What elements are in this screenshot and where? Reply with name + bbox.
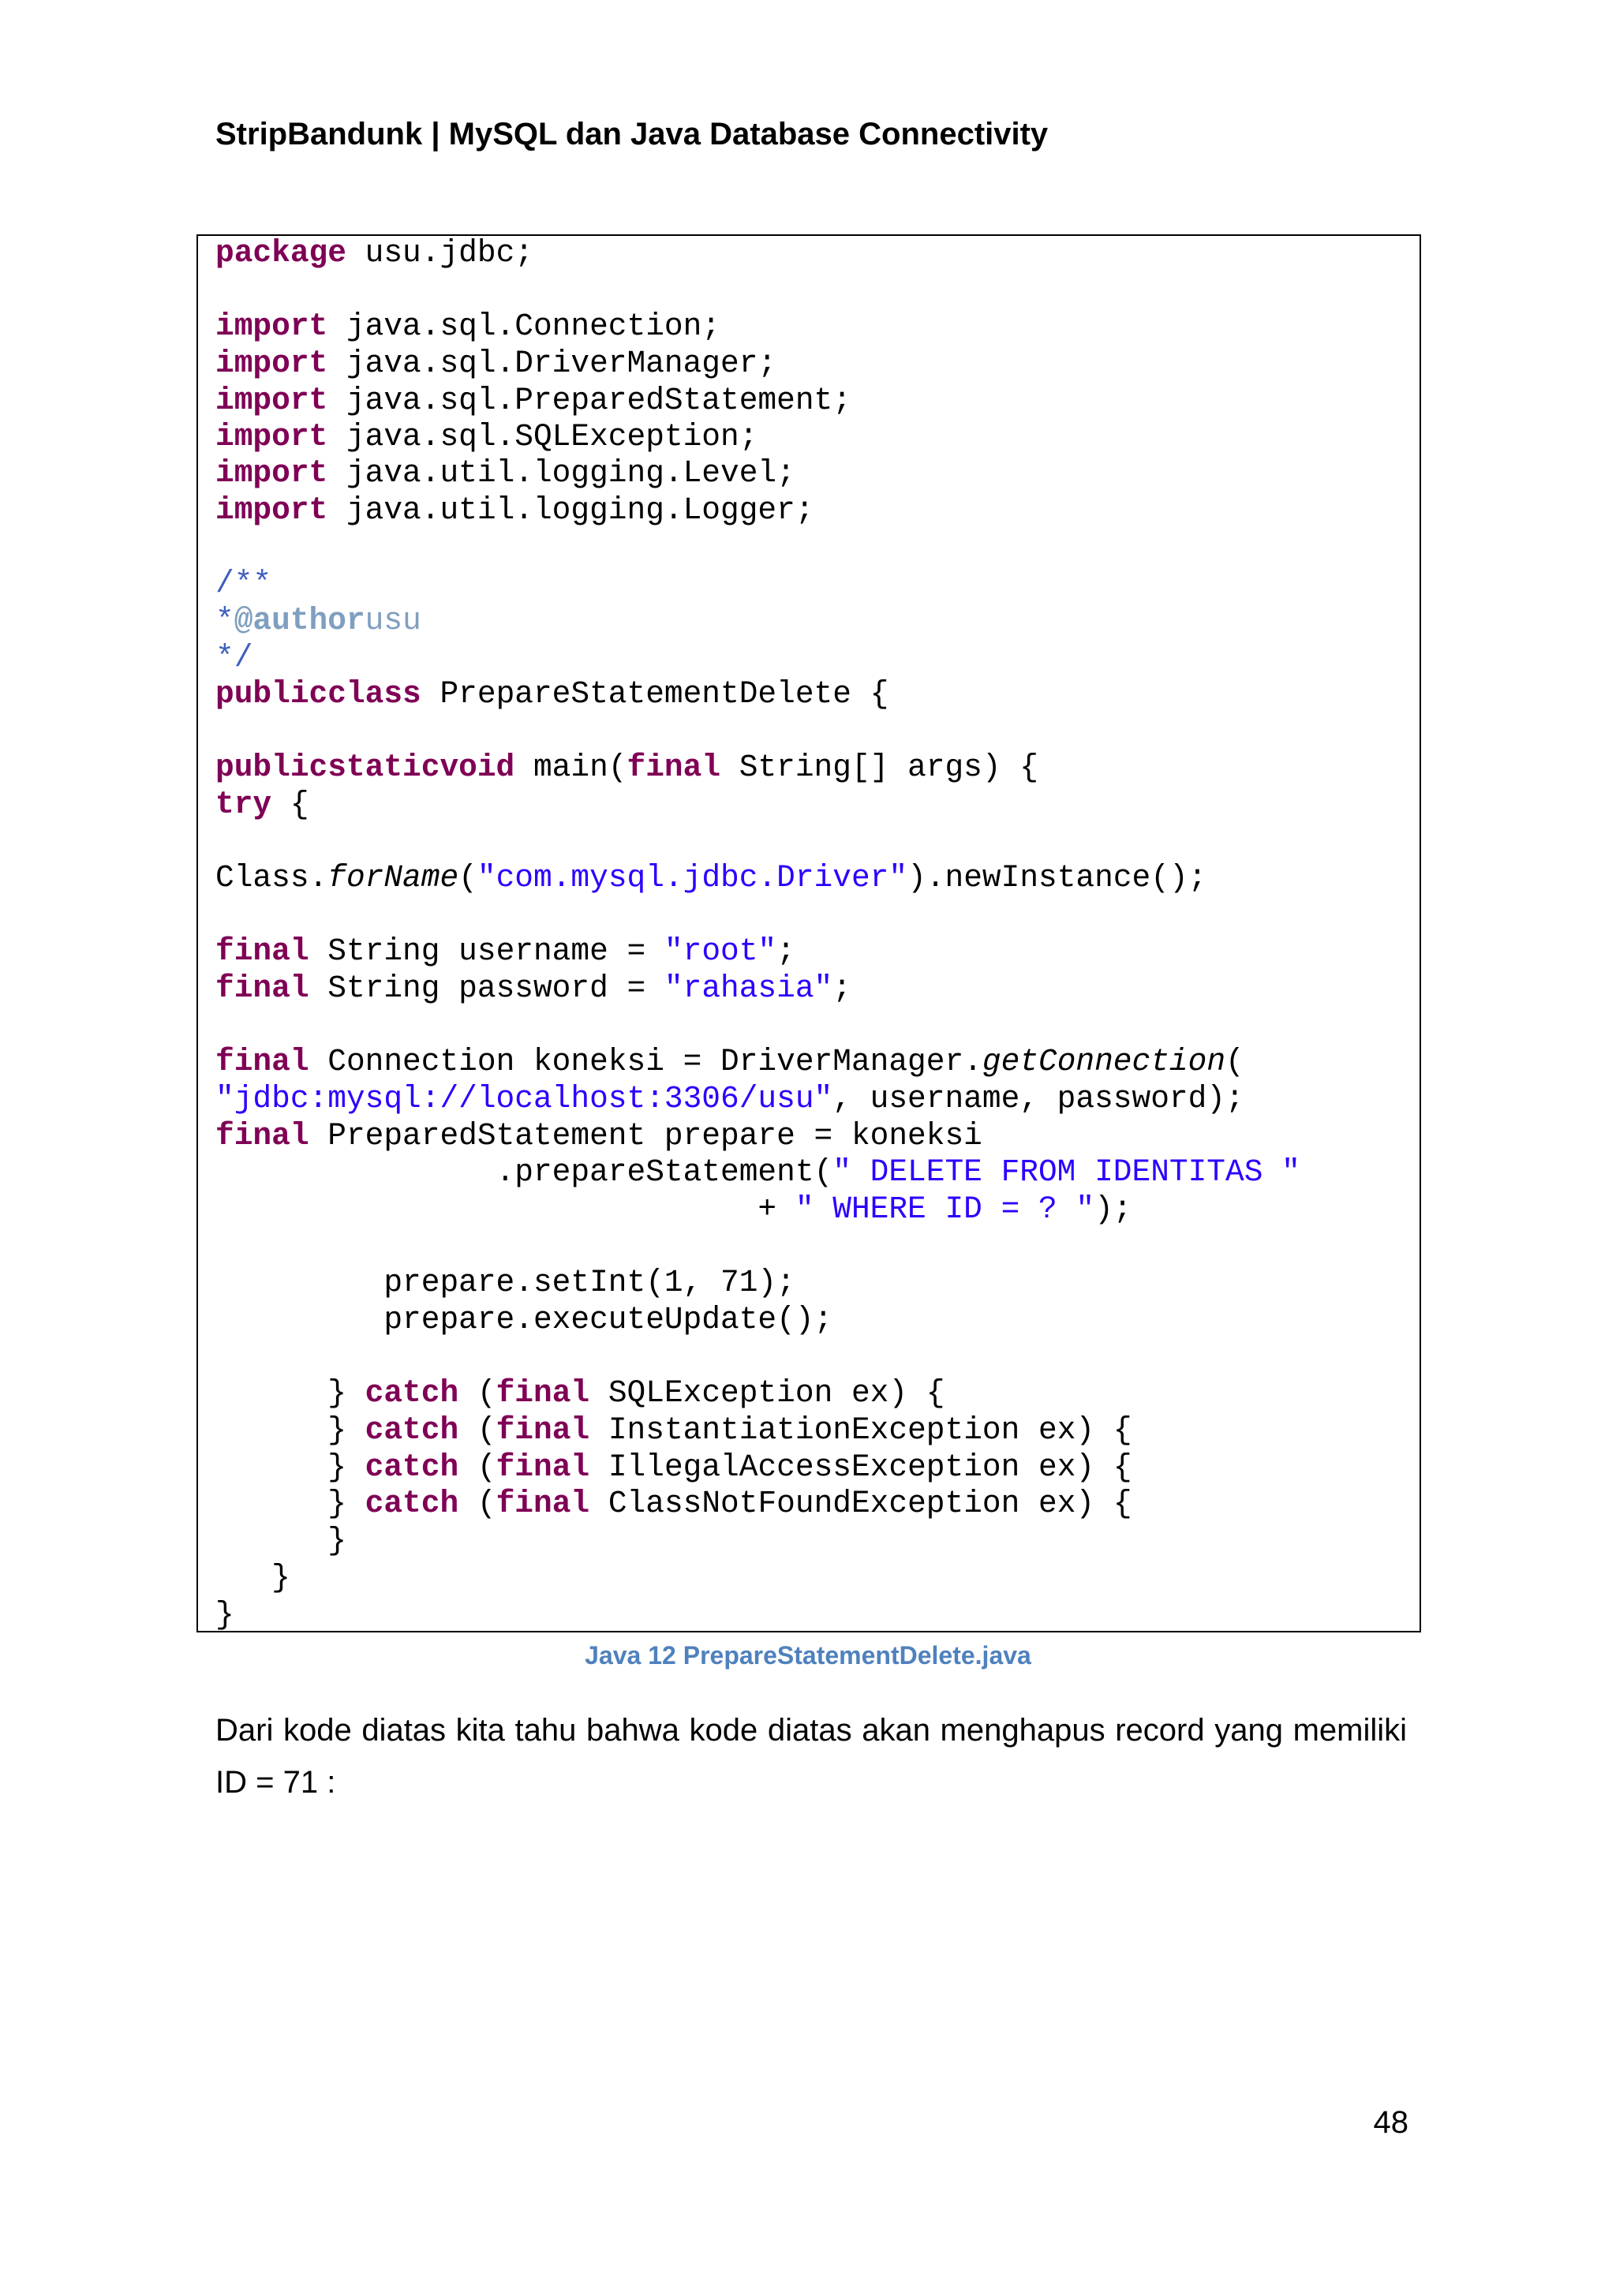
code-line: Class.forName("com.mysql.jdbc.Driver").newInstance(); — [215, 860, 1207, 896]
code-comment: *@authorusu — [215, 603, 421, 638]
code-line: } catch (final IllegalAccessException ex) { — [215, 1449, 1132, 1485]
code-line: publicstaticvoid main(final String[] args) { — [215, 750, 1038, 785]
code-line: } catch (final InstantiationException ex) { — [215, 1412, 1132, 1448]
code-line: final String username = "root"; — [215, 933, 795, 969]
code-comment: /** — [215, 566, 272, 601]
code-caption: Java 12 PrepareStatementDelete.java — [585, 1641, 1031, 1670]
code-line: prepare.executeUpdate(); — [215, 1302, 833, 1337]
code-line: prepare.setInt(1, 71); — [215, 1265, 795, 1300]
code-line: final PreparedStatement prepare = koneksi — [215, 1118, 982, 1154]
code-line: package usu.jdbc; — [215, 235, 533, 271]
code-line: final String password = "rahasia"; — [215, 970, 851, 1006]
code-line: import java.sql.Connection; — [215, 309, 721, 344]
code-line: import java.util.logging.Level; — [215, 455, 795, 491]
code-line: import java.sql.SQLException; — [215, 419, 758, 454]
code-line: import java.sql.PreparedStatement; — [215, 383, 851, 418]
code-line: import java.sql.DriverManager; — [215, 346, 777, 381]
page-header: StripBandunk | MySQL dan Java Database Connectivity — [215, 117, 1049, 151]
code-line: } catch (final ClassNotFoundException ex) { — [215, 1486, 1132, 1521]
code-line: } catch (final SQLException ex) { — [215, 1375, 945, 1411]
code-line: } — [215, 1523, 346, 1558]
body-paragraph: Dari kode diatas kita tahu bahwa kode diatas akan menghapus record yang memiliki ID = 71 : — [215, 1713, 1407, 1800]
code-line: + " WHERE ID = ? "); — [215, 1191, 1132, 1227]
code-line: publicclass PrepareStatementDelete { — [215, 676, 889, 712]
code-line: .prepareStatement(" DELETE FROM IDENTITAS " — [215, 1154, 1300, 1190]
code-line: try { — [215, 787, 309, 822]
code-line: "jdbc:mysql://localhost:3306/usu", username, password); — [215, 1081, 1244, 1116]
code-line: final Connection koneksi = DriverManager.getConnection( — [215, 1044, 1244, 1079]
page-number: 48 — [1373, 2105, 1408, 2140]
code-line: } — [215, 1560, 290, 1595]
code-line: } — [215, 1597, 234, 1632]
code-comment: */ — [215, 640, 253, 675]
code-line: import java.util.logging.Logger; — [215, 492, 814, 528]
